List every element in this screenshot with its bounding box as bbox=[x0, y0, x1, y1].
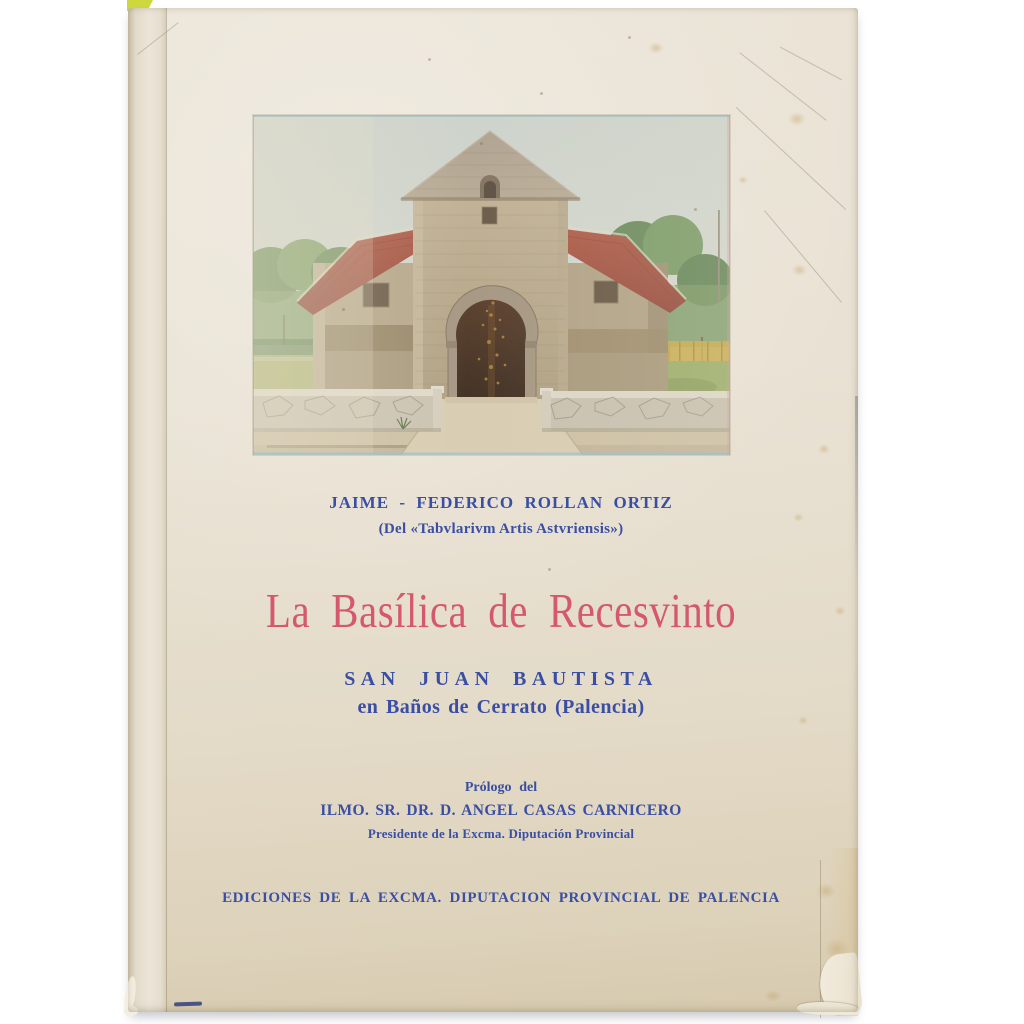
crease-line bbox=[764, 210, 842, 303]
subtitle-san-juan: SAN JUAN BAUTISTA bbox=[344, 668, 658, 690]
stain bbox=[834, 606, 846, 616]
publisher-line: EDICIONES DE LA EXCMA. DIPUTACION PROVINCIAL DE PALENCIA bbox=[222, 890, 780, 906]
crease-line bbox=[739, 52, 826, 121]
pen-mark bbox=[174, 1002, 202, 1006]
stain bbox=[792, 264, 807, 276]
speck bbox=[548, 568, 551, 571]
stain bbox=[648, 42, 664, 54]
book-title: La Basílica de Recesvinto bbox=[265, 583, 737, 638]
prologue-author-role: Presidente de la Excma. Diputación Provincial bbox=[367, 826, 635, 841]
prologue-author: ILMO. SR. DR. D. ANGEL CASAS CARNICERO bbox=[320, 802, 682, 819]
cover-photo-basilica bbox=[253, 115, 730, 455]
speck bbox=[694, 208, 697, 211]
speck bbox=[540, 92, 543, 95]
stain bbox=[788, 112, 806, 126]
author-line: JAIME - FEDERICO ROLLAN ORTIZ bbox=[329, 493, 673, 512]
affiliation-line: (Del «Tabvlarivm Artis Astvriensis») bbox=[378, 521, 624, 537]
stain bbox=[793, 513, 804, 522]
speck bbox=[628, 36, 631, 39]
photo-aging-overlay bbox=[253, 115, 730, 455]
stain bbox=[738, 176, 748, 184]
stain bbox=[798, 716, 808, 725]
crease-line bbox=[780, 47, 842, 81]
prologue-label: Prólogo del bbox=[464, 780, 538, 795]
stain bbox=[764, 990, 782, 1002]
speck bbox=[480, 142, 483, 145]
frayed-edge bbox=[124, 1006, 138, 1016]
speck bbox=[342, 308, 345, 311]
basilica-photo-illustration bbox=[253, 115, 730, 455]
speck bbox=[428, 58, 431, 61]
page-block-edge bbox=[855, 396, 858, 581]
torn-edge bbox=[797, 1002, 859, 1015]
location-line: en Baños de Cerrato (Palencia) bbox=[357, 696, 645, 718]
stain bbox=[818, 444, 830, 454]
book-cover bbox=[128, 8, 858, 1012]
